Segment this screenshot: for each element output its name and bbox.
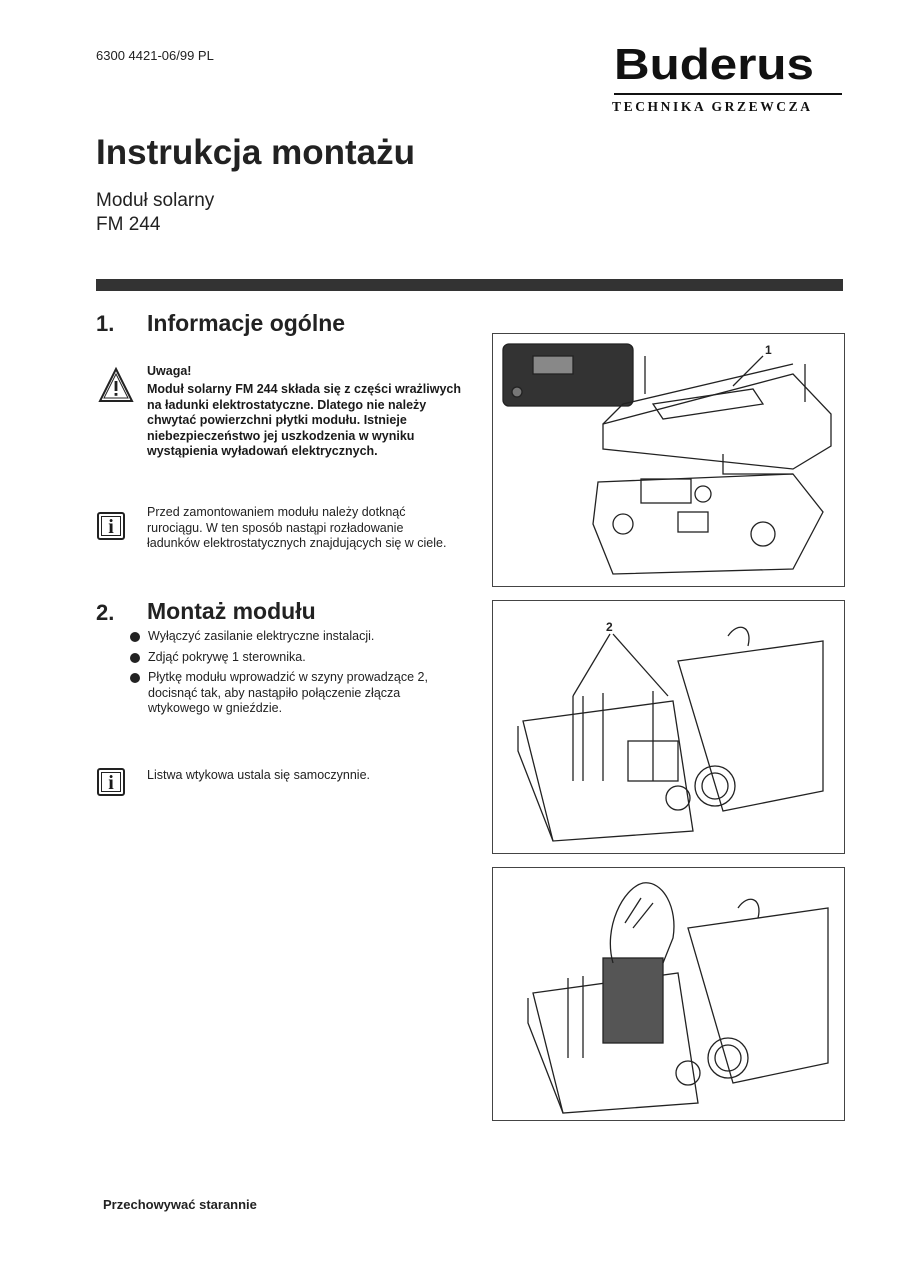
- step-item: Zdjąć pokrywę 1 sterownika.: [130, 650, 460, 666]
- section-1-title: Informacje ogólne: [147, 310, 346, 336]
- controller-illustration: [493, 334, 844, 586]
- info-text-2: Listwa wtykowa ustala się samoczynnie.: [147, 768, 371, 782]
- steps-list: [130, 629, 460, 722]
- figure-controller-cover: [492, 333, 845, 587]
- info-text-1: Przed zamontowaniem modułu należy dotknąć rurociągu. W ten sposób nastąpi rozładowanie ładunków elektrostatycznych znajdujących się w ciele.: [147, 505, 447, 550]
- info-icon: i: [97, 512, 125, 540]
- brand-logo: Buderus: [614, 40, 814, 89]
- footer-note: Przechowywać starannie: [103, 1197, 257, 1212]
- brand-subtitle: TECHNIKA GRZEWCZA: [612, 99, 813, 114]
- warning-title: Uwaga!: [147, 364, 192, 378]
- header-divider-bar: [96, 279, 843, 291]
- subtitle-line-1: Moduł solarny: [96, 190, 215, 211]
- module-press-illustration: [493, 868, 844, 1120]
- warning-triangle-icon: [97, 366, 135, 404]
- figure-callout-1: 1: [765, 343, 772, 357]
- brand-rule: [614, 93, 842, 95]
- figure-callout-2: 2: [606, 620, 613, 634]
- info-icon: i: [97, 768, 125, 796]
- page-subtitle: [96, 189, 214, 237]
- section-1-number: 1.: [96, 311, 115, 336]
- step-item: Płytkę modułu wprowadzić w szyny prowadzące 2, docisnąć tak, aby nastąpiło połączenie złącza wtykowego w gnieździe.: [130, 670, 460, 717]
- module-insert-illustration: [493, 601, 844, 853]
- page-title: Instrukcja montażu: [96, 133, 415, 172]
- step-item: Wyłączyć zasilanie elektryczne instalacji.: [130, 629, 460, 645]
- section-2-number: 2.: [96, 600, 115, 625]
- figure-module-insert: [492, 600, 845, 854]
- document-number: 6300 4421-06/99 PL: [96, 48, 214, 63]
- figure-module-press: [492, 867, 845, 1121]
- section-2-title: Montaż modułu: [147, 598, 316, 624]
- warning-text: Moduł solarny FM 244 składa się z części wrażliwych na ładunki elektrostatyczne. Dlatego nie należy chwytać powierzchni płytki modułu. Istnieje niebezpieczeństwo jej uszkodzenia w wyniku wystąpienia wyładowań elektrycznych.: [147, 382, 462, 458]
- subtitle-line-2: FM 244: [96, 214, 161, 235]
